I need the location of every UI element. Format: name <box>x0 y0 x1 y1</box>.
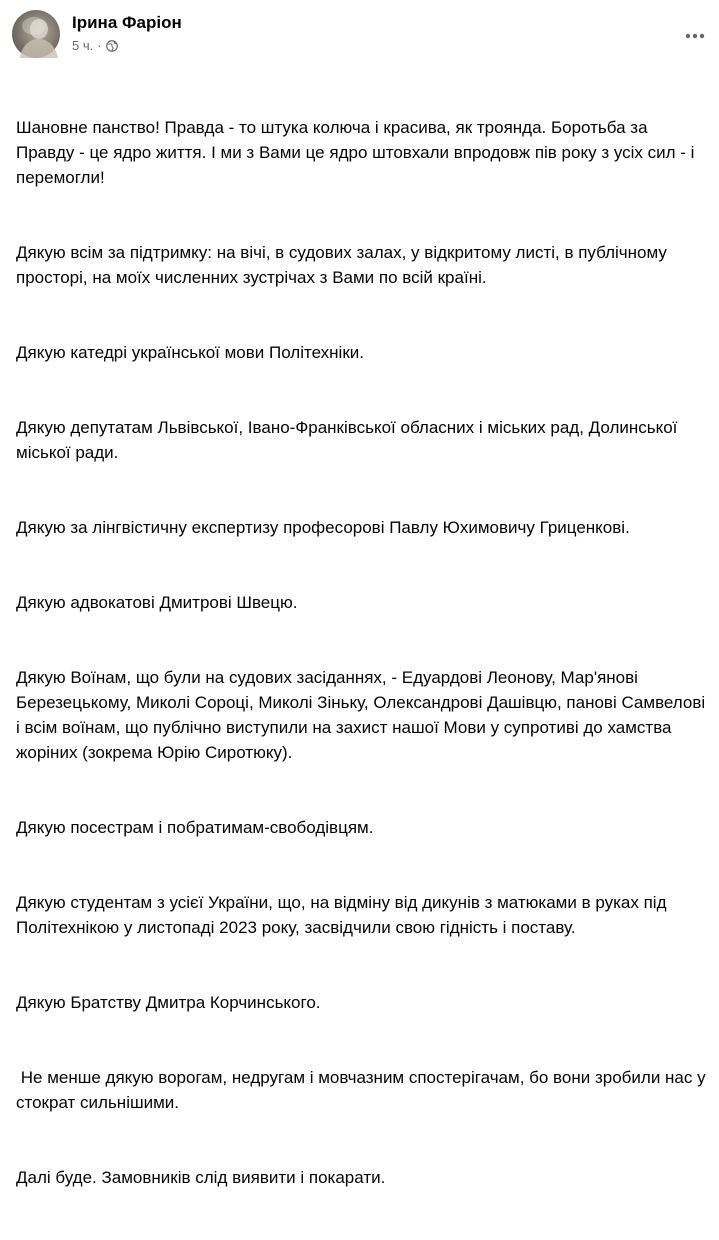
author-block <box>72 13 182 54</box>
post-paragraph: Далі буде. Замовників слід виявити і покарати. <box>16 1168 386 1187</box>
post-meta <box>72 38 182 54</box>
post-paragraph: Дякую Воїнам, що були на судових засіданнях, - Едуардові Леонову, Мар'янові Березецькому, Миколі Сороці, Миколі Зіньку, Олександрові Дашівцю, панові Самвелові і всім воїнам, що публічно виступили на захист нашої Мови у супротиві до хамства жоріних (зокрема Юрію Сиротюку). <box>16 668 710 762</box>
post-paragraph: Не менше дякую ворогам, недругам і мовчазним спостерігачам, бо вони зробили нас у стократ сильнішими. <box>16 1068 711 1112</box>
avatar[interactable] <box>12 10 60 58</box>
post-paragraph: Дякую Братству Дмитра Корчинського. <box>16 993 321 1012</box>
post-paragraph: Дякую студентам з усієї України, що, на відміну від дикунів з матюками в руках під Політехнікою у листопаді 2023 року, засвідчили свою гідність і поставу. <box>16 893 672 937</box>
post-paragraph: Дякую за лінгвістичну експертизу професорові Павлу Юхимовичу Гриценкові. <box>16 518 630 537</box>
more-options-button[interactable] <box>681 22 709 50</box>
post-paragraph: Дякую всім за підтримку: на вічі, в судових залах, у відкритому листі, в публічному просторі, на моїх численних зустрічах з Вами по всій країні. <box>16 243 672 287</box>
avatar-photo-icon <box>12 10 60 58</box>
author-name[interactable]: Ірина Фаріон <box>72 13 182 32</box>
post-paragraph: Шановне панство! Правда - то штука колюча і красива, як троянда. Боротьба за Правду - це ядро життя. І ми з Вами це ядро штовхали впродовж пів року з усіх сил - і перемогли! <box>16 118 700 187</box>
post-paragraph: Дякую депутатам Львівської, Івано-Франківської обласних і міських рад, Долинської міської ради. <box>16 418 683 462</box>
post-header <box>12 8 709 64</box>
meta-separator: · <box>97 38 102 53</box>
more-options-icon <box>685 33 705 39</box>
post-paragraph: Дякую катедрі української мови Політехніки. <box>16 343 364 362</box>
post-paragraph: Дякую посестрам і побратимам-свободівцям. <box>16 818 374 837</box>
globe-icon[interactable] <box>106 40 118 52</box>
post-paragraph: Дякую адвокатові Дмитрові Швецю. <box>16 593 298 612</box>
post-text <box>16 65 711 1240</box>
post-time[interactable]: 5 ч. <box>72 38 94 53</box>
